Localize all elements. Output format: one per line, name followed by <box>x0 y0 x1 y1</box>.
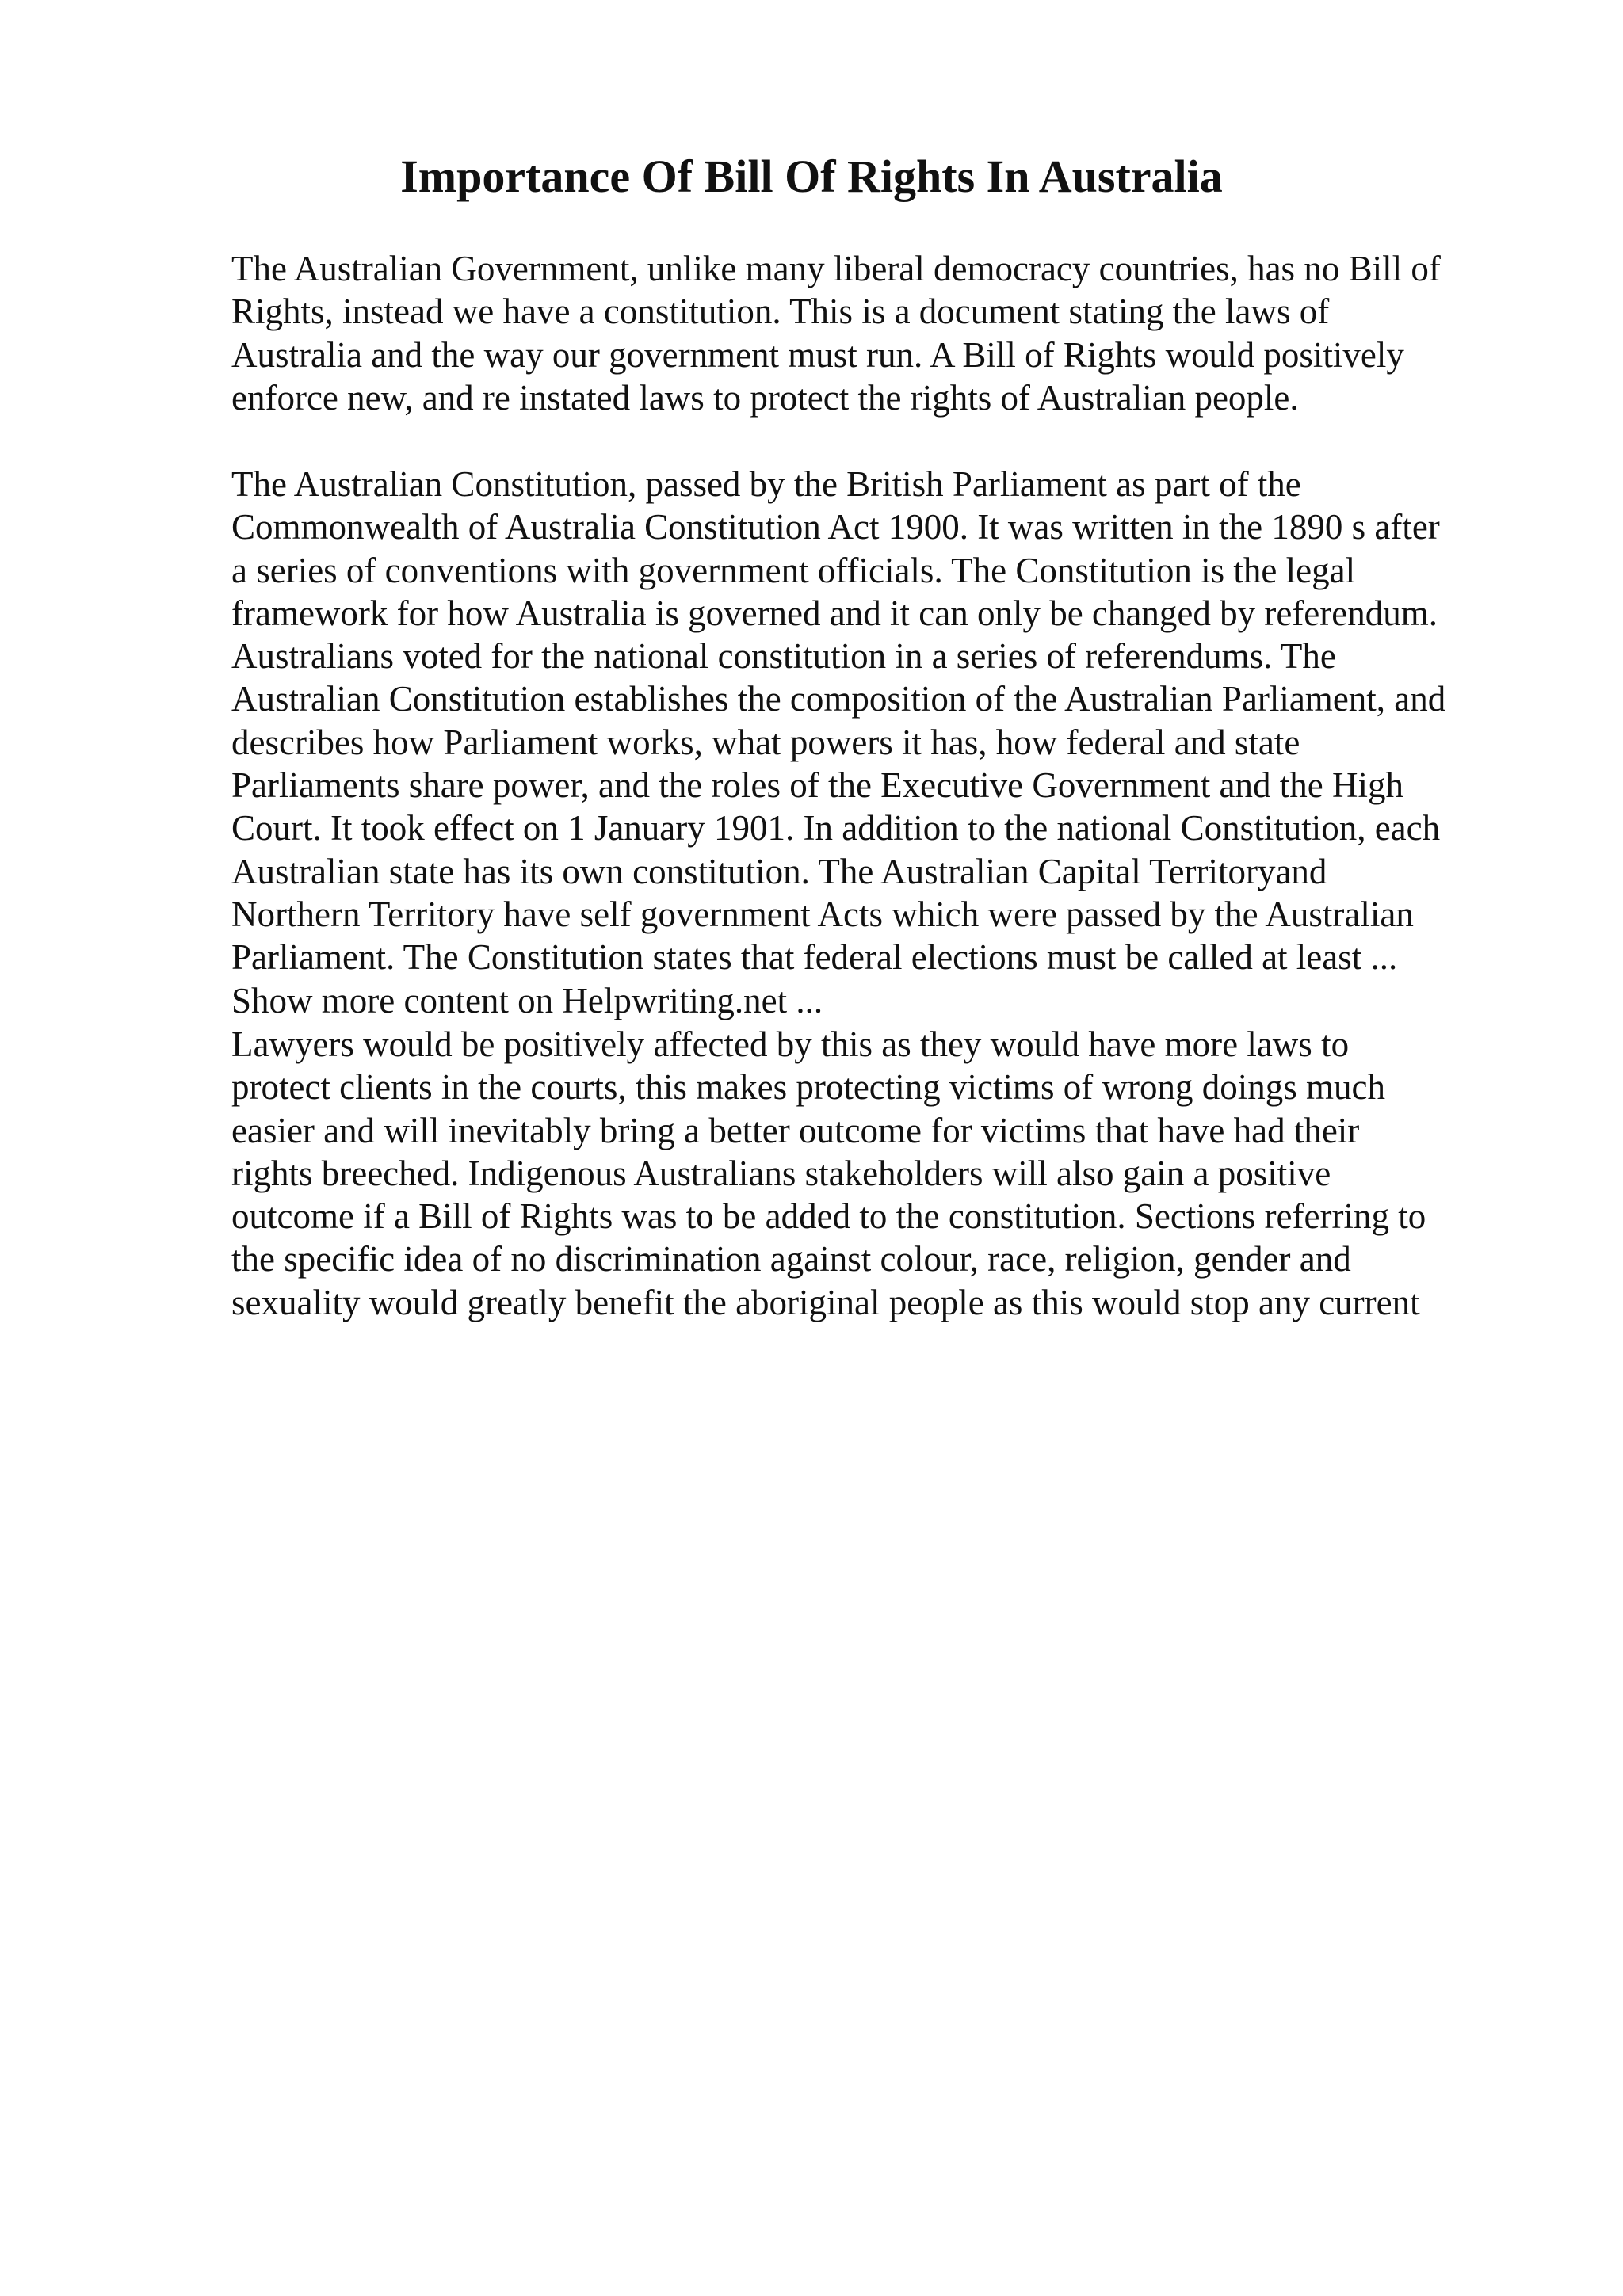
text-line: Parliaments share power, and the roles of the Executive Government and the High <box>231 765 1403 806</box>
text-line: Australian Constitution establishes the composition of the Australian Parliament, and <box>231 679 1446 719</box>
text-line: Show more content on Helpwriting.net ... <box>231 980 823 1020</box>
text-line: describes how Parliament works, what powers it has, how federal and state <box>231 722 1300 762</box>
text-line: Lawyers would be positively affected by this as they would have more laws to <box>231 1024 1350 1064</box>
text-line: the specific idea of no discrimination against colour, race, religion, gender and <box>231 1239 1351 1280</box>
text-line: Australians voted for the national constitution in a series of referendums. The <box>231 636 1336 677</box>
text-line: easier and will inevitably bring a better outcome for victims that have had their <box>231 1110 1360 1150</box>
paragraph-intro <box>231 247 1441 419</box>
paragraph-stakeholders <box>231 1023 1426 1324</box>
text-line: outcome if a Bill of Rights was to be added to the constitution. Sections referring to <box>231 1196 1426 1237</box>
text-line: a series of conventions with government officials. The Constitution is the legal <box>231 550 1356 590</box>
text-line: Commonwealth of Australia Constitution Act 1900. It was written in the 1890 s after <box>231 507 1440 547</box>
text-line: The Australian Constitution, passed by the British Parliament as part of the <box>231 464 1301 504</box>
text-line: framework for how Australia is governed and it can only be changed by referendum. <box>231 593 1438 633</box>
text-line: Court. It took effect on 1 January 1901. In addition to the national Constitution, each <box>231 808 1441 849</box>
text-line: Northern Territory have self government Acts which were passed by the Australian <box>231 894 1414 934</box>
text-line: enforce new, and re instated laws to protect the rights of Australian people. <box>231 377 1299 418</box>
text-line: rights breeched. Indigenous Australians stakeholders will also gain a positive <box>231 1153 1331 1193</box>
text-line: sexuality would greatly benefit the aboriginal people as this would stop any current <box>231 1282 1420 1322</box>
text-line: Australian state has its own constitution. The Australian Capital Territoryand <box>231 851 1327 891</box>
document-title: Importance Of Bill Of Rights In Australia <box>400 151 1223 202</box>
text-line: Rights, instead we have a constitution. This is a document stating the laws of <box>231 292 1330 332</box>
paragraph-constitution <box>231 463 1445 1022</box>
text-line: Parliament. The Constitution states that federal elections must be called at least ... <box>231 937 1398 978</box>
text-line: Australia and the way our government must run. A Bill of Rights would positively <box>231 334 1404 375</box>
text-line: protect clients in the courts, this makes protecting victims of wrong doings much <box>231 1067 1385 1108</box>
text-line: The Australian Government, unlike many liberal democracy countries, has no Bill of <box>231 249 1441 288</box>
